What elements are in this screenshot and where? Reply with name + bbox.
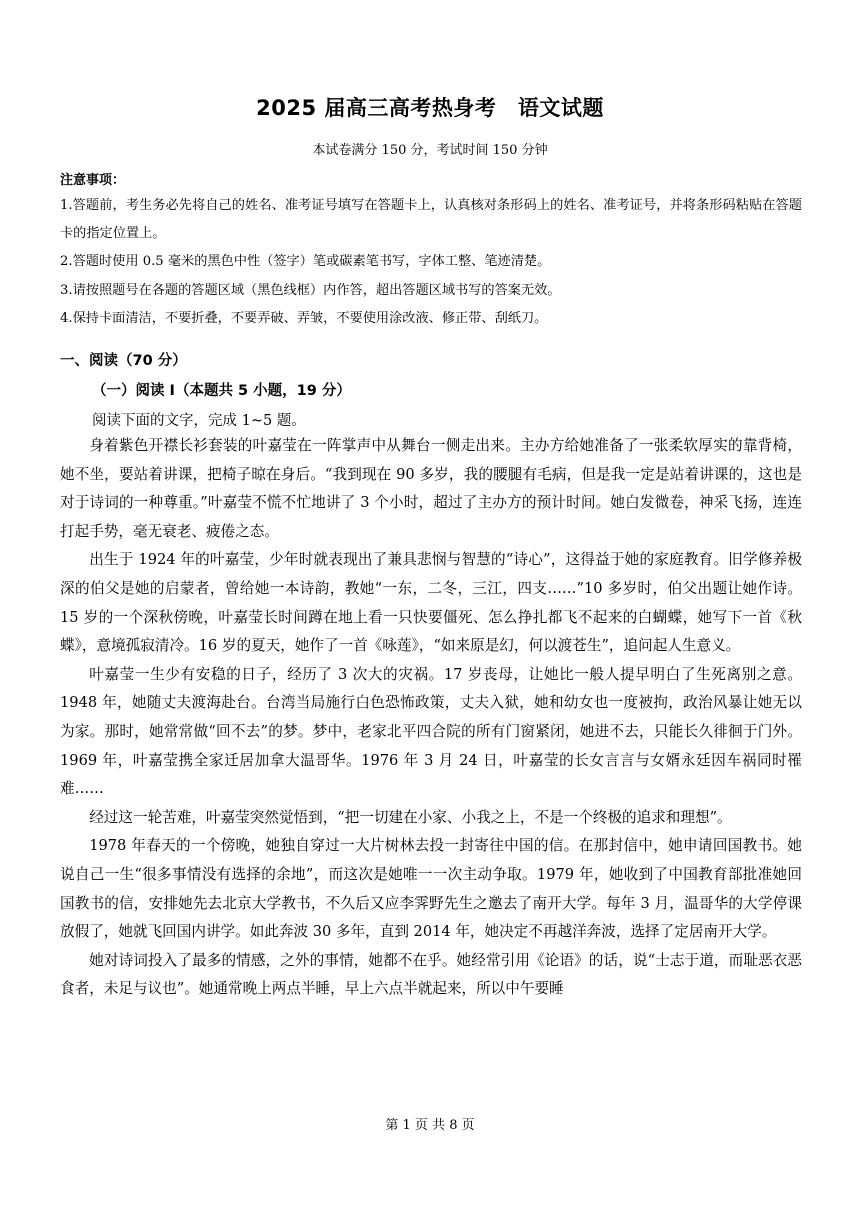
section-heading: 一、阅读（70 分） [60, 353, 187, 369]
passage-paragraph: 叶嘉莹一生少有安稳的日子，经历了 3 次大的灾祸。17 岁丧母，让她比一般人提早明白了生死离别之意。1948 年，她随丈夫渡海赴台。台湾当局施行白色恐怖政策，丈夫入狱，她和幼女也一度被拘，政治风暴让她无以为家。那时，她常常做“回不去”的梦。梦中，老家北平四合院的所有门窗紧闭，她进不去，只能长久徘徊于门外。1969 年，叶嘉莹携全家迁居加拿大温哥华。1976 年 3 月 24 日，叶嘉莹的长女言言与女婿永廷因车祸同时罹难…… [60, 665, 802, 798]
reading-passage [60, 432, 802, 1004]
passage-paragraph: 1978 年春天的一个傍晚，她独自穿过一大片树林去投一封寄往中国的信。在那封信中，她申请回国教书。她说自己一生“很多事情没有选择的余地”，而这次是她唯一一次主动争取。1979 年，她收到了中国教育部批准她回国教书的信，安排她先去北京大学教书，不久后又应李霁野先生之邀去了南开大学。每年 3 月，温哥华的大学停课放假了，她就飞回国内讲学。如此奔波 30 多年，直到 2014 年，她决定不再越洋奔波，选择了定居南开大学。 [60, 837, 802, 941]
subsection-heading: （一）阅读 I（本题共 5 小题，19 分） [92, 383, 351, 399]
exam-title: 2025 届高三高考热身考 语文试题 [256, 96, 604, 120]
passage-paragraph: 身着紫色开襟长衫套装的叶嘉莹在一阵掌声中从舞台一侧走出来。主办方给她准备了一张柔软厚实的靠背椅，她不坐，要站着讲课，把椅子晾在身后。“我到现在 90 多岁，我的腰腿有毛病，但是我一定是站着讲课的，这也是对于诗词的一种尊重。”叶嘉莹不慌不忙地讲了 3 个小时，超过了主办方的预计时间。她白发微卷，神采飞扬，连连打起手势，毫无衰老、疲倦之态。 [60, 437, 802, 540]
page-number: 第 1 页 共 8 页 [385, 1118, 475, 1133]
note-item: 2.答题时使用 0.5 毫米的黑色中性（签字）笔或碳素笔书写，字体工整、笔迹清楚。 [60, 254, 551, 269]
passage-paragraph: 出生于 1924 年的叶嘉莹，少年时就表现出了兼具悲悯与智慧的“诗心”，这得益于她的家庭教育。旧学修养极深的伯父是她的启蒙者，曾给她一本诗韵，教她“一东，二冬，三江，四支……”10 多岁时，伯父出题让她作诗。15 岁的一个深秋傍晚，叶嘉莹长时间蹲在地上看一只快要僵死、怎么挣扎都飞不起来的白蝴蝶，她写下一首《秋蝶》，意境孤寂清冷。16 岁的夏天，她作了一首《咏莲》，“如来原是幻，何以渡苍生”，追问起人生意义。 [60, 551, 802, 655]
exam-subtitle: 本试卷满分 150 分，考试时间 150 分钟 [312, 143, 548, 158]
note-item: 4.保持卡面清洁，不要折叠，不要弄破、弄皱，不要使用涂改液、修正带、刮纸刀。 [60, 311, 548, 326]
passage-paragraph: 经过这一轮苦难，叶嘉莹突然觉悟到，“把一切建在小家、小我之上，不是一个终极的追求和理想”。 [89, 808, 732, 826]
notes-heading: 注意事项： [60, 173, 126, 188]
note-item: 3.请按照题号在各题的答题区域（黑色线框）内作答，超出答题区域书写的答案无效。 [60, 282, 561, 298]
reading-instruction: 阅读下面的文字，完成 1~5 题。 [92, 413, 306, 429]
passage-paragraph: 她对诗词投入了最多的情感，之外的事情，她都不在乎。她经常引用《论语》的话，说“士志于道，而耻恶衣恶食者，未足与议也”。她通常晚上两点半睡，早上六点半就起来，所以中午要睡 [60, 951, 802, 998]
notes-list [60, 192, 802, 334]
note-item: 1.答题前，考生务必先将自己的姓名、准考证号填写在答题卡上，认真核对条形码上的姓名、准考证号，并将条形码粘贴在答题卡的指定位置上。 [60, 198, 802, 241]
